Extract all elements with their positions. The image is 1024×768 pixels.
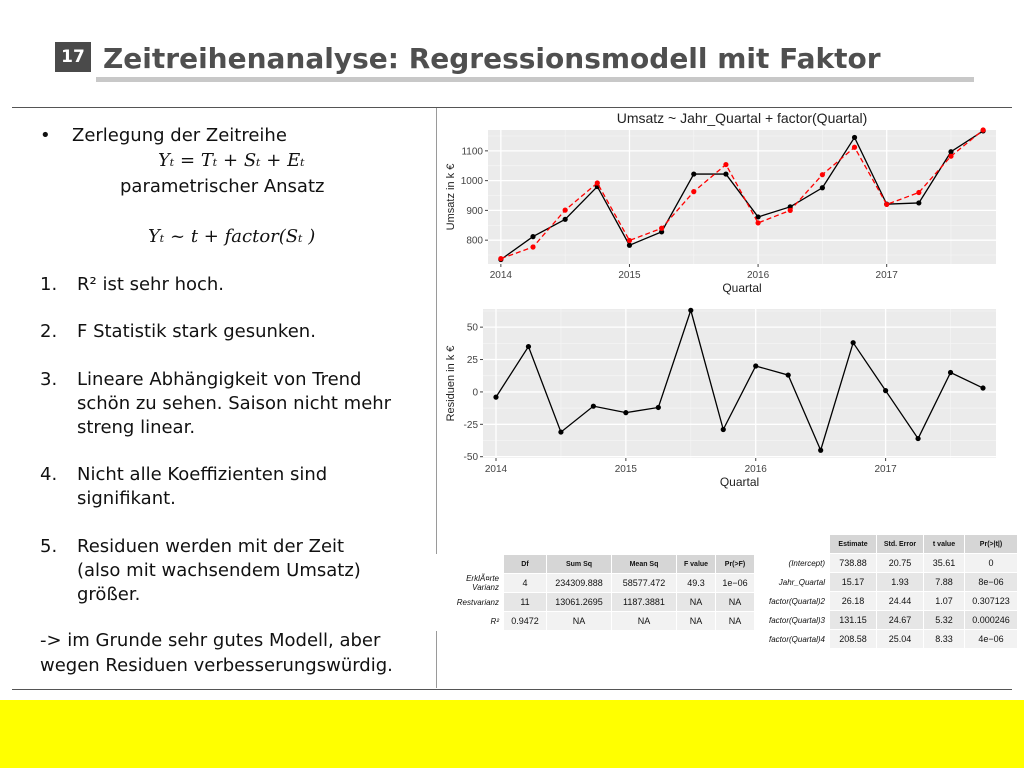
table-header-cell: Pr(>|t|) (965, 535, 1018, 554)
data-point (498, 256, 503, 261)
y-tick-label: 800 (466, 235, 483, 247)
data-point (948, 154, 953, 159)
table-cell: 131.15 (830, 611, 877, 630)
data-point (558, 429, 563, 434)
table-row-header: ErklÃ¤rte Varianz (437, 574, 504, 593)
data-point (688, 308, 693, 313)
x-axis-label: Quartal (719, 475, 760, 489)
data-point (595, 180, 600, 185)
x-tick-label: 2017 (874, 464, 897, 475)
list-item-text: streng linear. (77, 417, 196, 438)
table-cell: 5.32 (924, 611, 965, 630)
list-item-text: Residuen werden mit der Zeit (77, 536, 345, 557)
table-header-cell: Sum Sq (547, 555, 612, 574)
y-tick-label: -25 (463, 419, 478, 431)
table-cell: 15.17 (830, 573, 877, 592)
data-point (820, 172, 825, 177)
list-item-number: 1. (40, 274, 58, 295)
table-row (437, 574, 755, 593)
table-cell: 26.18 (830, 592, 877, 611)
data-point (883, 388, 888, 393)
table-cell: 1187.3881 (612, 593, 677, 612)
x-axis-label: Quartal (722, 281, 762, 295)
table-cell: NA (716, 593, 755, 612)
bullet-dot: • (40, 125, 51, 146)
data-point (753, 363, 758, 368)
list-item-number: 3. (40, 369, 58, 390)
list-item-text: R² ist sehr hoch. (77, 274, 225, 295)
table-header-cell: Df (504, 555, 547, 574)
table-row (761, 554, 1018, 573)
plot-panel (488, 130, 996, 264)
coefficient-table (760, 534, 1018, 649)
table-cell: NA (547, 612, 612, 631)
table-cell: 7.88 (924, 573, 965, 592)
data-point (563, 217, 568, 222)
table-header-cell: Mean Sq (612, 555, 677, 574)
list-item-text: schön zu sehen. Saison nicht mehr (77, 393, 392, 414)
title-underline (96, 77, 974, 82)
table-row (761, 592, 1018, 611)
y-tick-label: 1100 (461, 146, 483, 158)
data-point (788, 208, 793, 213)
y-axis-label: Residuen in k € (445, 345, 457, 422)
formula-model: Yₜ ~ t + factor(Sₜ ) (148, 226, 316, 247)
data-point (981, 127, 986, 132)
table-cell: 4e−06 (965, 630, 1018, 649)
slide-title: Zeitreihenanalyse: Regressionsmodell mit Faktor (103, 42, 881, 75)
table-row (761, 611, 1018, 630)
table-cell: 13061.2695 (547, 593, 612, 612)
table-cell: 20.75 (877, 554, 924, 573)
footer-bar (0, 700, 1024, 768)
table-cell: 1e−06 (716, 574, 755, 593)
table-header-cell: Pr(>F) (716, 555, 755, 574)
data-point (852, 135, 857, 140)
data-point (493, 395, 498, 400)
table-cell: 0 (965, 554, 1018, 573)
y-tick-label: 0 (472, 387, 478, 399)
table-cell: 234309.888 (547, 574, 612, 593)
list-item-number: 5. (40, 536, 58, 557)
bullet-text: Zerlegung der Zeitreihe (72, 125, 287, 146)
table-cell: 58577.472 (612, 574, 677, 593)
table-cell: 49.3 (677, 574, 716, 593)
table-cell: 0.307123 (965, 592, 1018, 611)
x-tick-label: 2015 (614, 464, 637, 475)
data-point (916, 190, 921, 195)
data-point (659, 226, 664, 231)
table-cell: 1.93 (877, 573, 924, 592)
table-cell: 8.33 (924, 630, 965, 649)
table-cell: NA (716, 612, 755, 631)
x-tick-label: 2016 (746, 270, 770, 281)
list-item-text: signifikant. (77, 488, 176, 509)
data-point (526, 344, 531, 349)
list-item-text: F Statistik stark gesunken. (77, 321, 316, 342)
x-tick-label: 2014 (489, 270, 512, 281)
data-point (691, 189, 696, 194)
list-item-number: 4. (40, 464, 58, 485)
table-row-header: Jahr_Quartal (761, 573, 830, 592)
list-item-text: Nicht alle Koeffizienten sind (77, 464, 328, 485)
divider-bottom (12, 689, 1012, 690)
table-row-header: R² (437, 612, 504, 631)
table-row-header: factor(Quartal)2 (761, 592, 830, 611)
data-point (723, 162, 728, 167)
x-tick-label: 2015 (618, 270, 641, 281)
table-cell: 0.000246 (965, 611, 1018, 630)
data-point (916, 200, 921, 205)
x-tick-label: 2017 (875, 270, 898, 281)
data-point (623, 410, 628, 415)
conclusion-line-2: wegen Residuen verbesserungswürdig. (40, 655, 393, 676)
y-tick-label: 50 (466, 322, 478, 334)
data-point (884, 202, 889, 207)
y-tick-label: -50 (463, 452, 478, 464)
data-point (691, 171, 696, 176)
list-item-text: (also mit wachsendem Umsatz) (77, 560, 361, 581)
y-tick-label: 900 (466, 205, 483, 217)
table-header-cell: t value (924, 535, 965, 554)
umsatz-chart (438, 108, 1004, 298)
list-item-text: größer. (77, 584, 141, 605)
table-row-header: factor(Quartal)3 (761, 611, 830, 630)
table-cell: 0.9472 (504, 612, 547, 631)
list-item-number: 2. (40, 321, 58, 342)
data-point (591, 404, 596, 409)
data-point (948, 370, 953, 375)
table-cell: 24.67 (877, 611, 924, 630)
table-header-cell (761, 535, 830, 554)
table-row (761, 573, 1018, 592)
y-tick-label: 25 (466, 355, 478, 367)
residuen-chart (438, 305, 1004, 493)
data-point (786, 372, 791, 377)
data-point (820, 185, 825, 190)
x-tick-label: 2016 (744, 464, 767, 475)
y-tick-label: 1000 (460, 176, 483, 188)
data-point (851, 340, 856, 345)
list-item-text: Lineare Abhängigkeit von Trend (77, 369, 362, 390)
table-row (437, 593, 755, 612)
data-point (563, 208, 568, 213)
table-row-header: factor(Quartal)4 (761, 630, 830, 649)
data-point (721, 427, 726, 432)
x-tick-label: 2014 (484, 464, 508, 475)
data-point (980, 385, 985, 390)
table-header-cell: Estimate (830, 535, 877, 554)
slide-number: 17 (55, 42, 91, 72)
table-row (761, 630, 1018, 649)
table-cell: 208.58 (830, 630, 877, 649)
table-header-cell: Std. Error (877, 535, 924, 554)
parametric-label: parametrischer Ansatz (120, 176, 325, 197)
table-cell: 24.44 (877, 592, 924, 611)
table-header-cell: F value (677, 555, 716, 574)
y-axis-label: Umsatz in k € (445, 163, 457, 231)
formula-decomposition: Yₜ = Tₜ + Sₜ + Eₜ (158, 150, 305, 171)
data-point (627, 238, 632, 243)
table-cell: 738.88 (830, 554, 877, 573)
chart-title: Umsatz ~ Jahr_Quartal + factor(Quartal) (616, 110, 868, 126)
data-point (852, 145, 857, 150)
data-point (656, 405, 661, 410)
table-cell: 35.61 (924, 554, 965, 573)
data-point (915, 436, 920, 441)
conclusion-line-1: -> im Grunde sehr gutes Modell, aber (40, 630, 381, 651)
table-cell: 25.04 (877, 630, 924, 649)
data-point (948, 149, 953, 154)
data-point (723, 171, 728, 176)
table-cell: 1.07 (924, 592, 965, 611)
data-point (818, 448, 823, 453)
table-cell: 8e−06 (965, 573, 1018, 592)
table-row (437, 612, 755, 631)
table-cell: NA (612, 612, 677, 631)
bullet-item (40, 125, 287, 146)
table-cell: NA (677, 612, 716, 631)
table-header-cell (437, 555, 504, 574)
data-point (530, 244, 535, 249)
data-point (755, 220, 760, 225)
table-cell: 4 (504, 574, 547, 593)
table-row-header: Restvarianz (437, 593, 504, 612)
anova-table (436, 554, 755, 631)
table-cell: 11 (504, 593, 547, 612)
table-row-header: (Intercept) (761, 554, 830, 573)
data-point (530, 234, 535, 239)
data-point (627, 243, 632, 248)
table-cell: NA (677, 593, 716, 612)
